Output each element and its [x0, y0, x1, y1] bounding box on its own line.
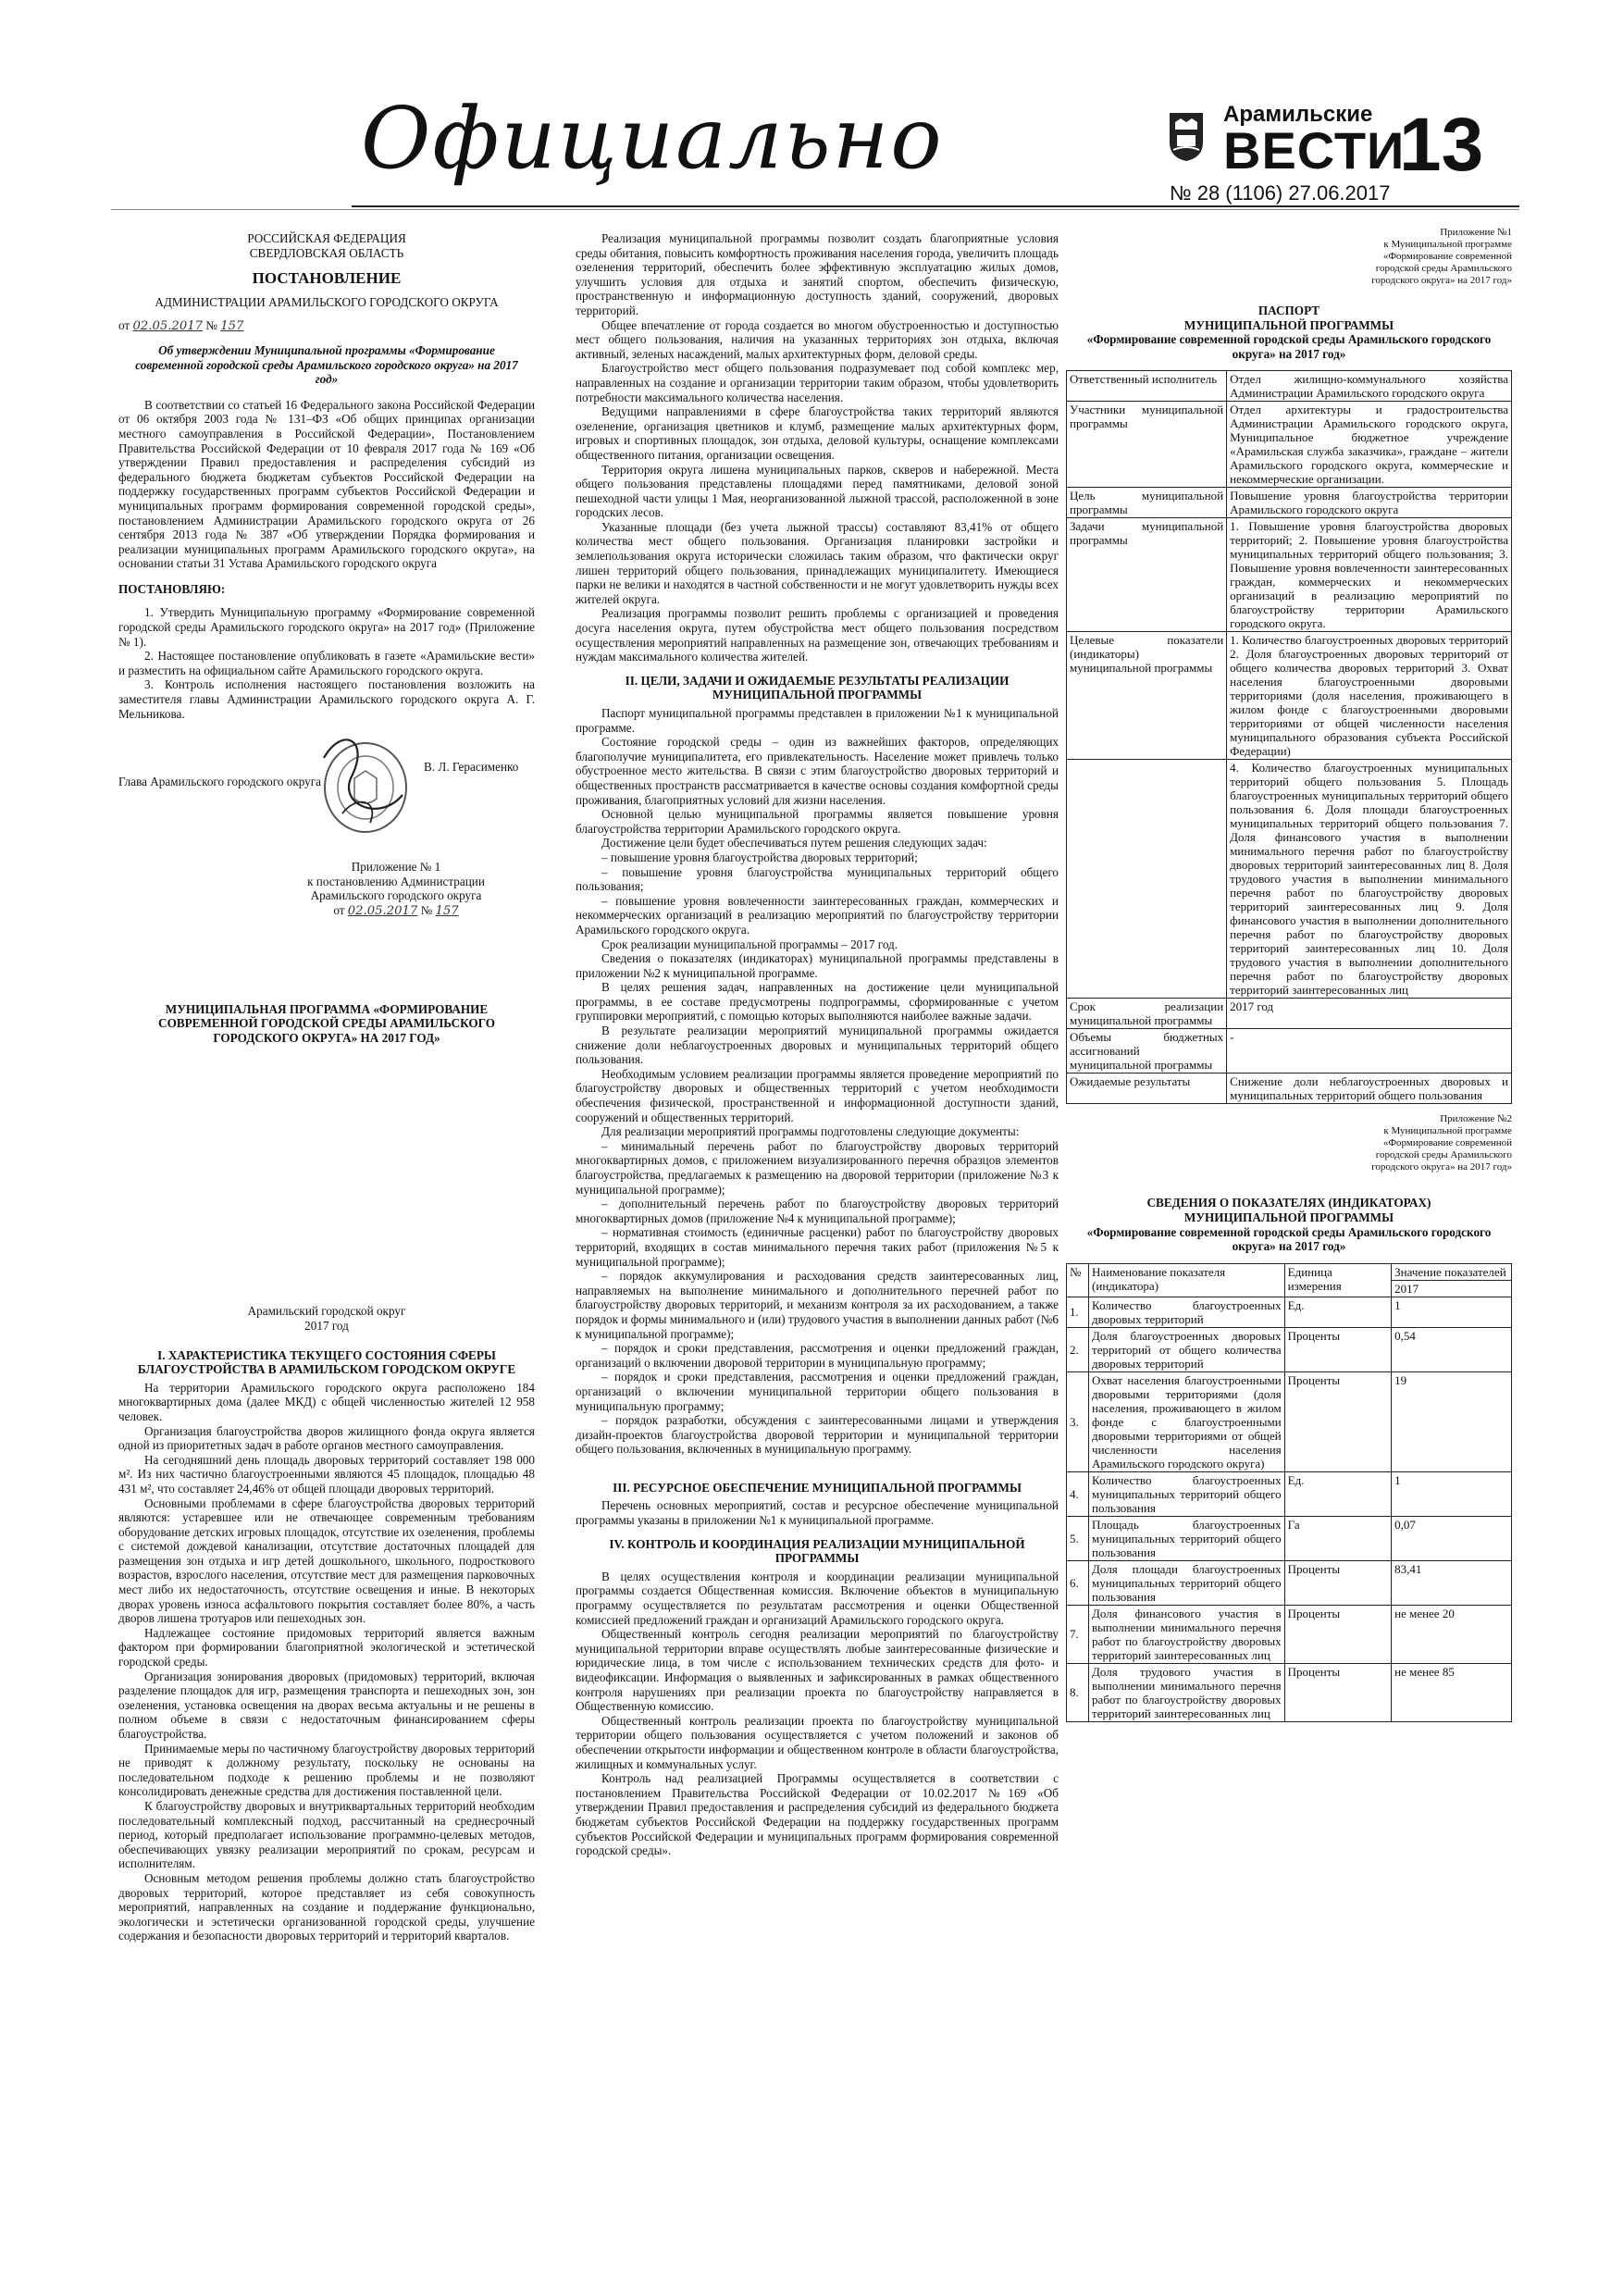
indicator-unit: Ед. — [1284, 1297, 1391, 1327]
body-paragraph: Контроль над реализацией Программы осуществляется в соответствии с постановлением Правительства Российской Федерации от 10.02.2017 №169 «Об утверждении Правил предоставления и распределения субсидий из федерального бюджета бюджетам субъектов Российской Федерации на поддержку государственных программ субъектов Российской Федерации и муниципальных программ формирования современной городской среды». — [576, 1771, 1059, 1858]
passport-label: Участники муниципальной программы — [1067, 402, 1227, 488]
date-prefix: от — [118, 318, 130, 333]
body-paragraph: В результате реализации мероприятий муниципальной программы ожидается снижение доли неблагоустроенных дворовых и муниципальных территорий общего пользования. — [576, 1024, 1059, 1067]
indicator-number: 4. — [1067, 1471, 1089, 1516]
passport-row — [1067, 402, 1512, 488]
appendix-num-prefix: № — [420, 903, 433, 917]
header-rule — [352, 205, 1519, 207]
appendix-date: 02.05.2017 — [347, 904, 418, 918]
appendix-date-prefix: от — [333, 903, 345, 917]
doc-number: 157 — [220, 319, 244, 334]
passport-value: Снижение доли неблагоустроенных дворовых и муниципальных территорий общего пользования — [1227, 1074, 1512, 1104]
appendix-line: городской среды Арамильского — [1375, 263, 1512, 274]
body-paragraph: Сведения о показателях (индикаторах) муниципальной программы представлены в приложении №2 к муниципальной программе. — [576, 951, 1059, 980]
section-1-paragraph: Организация благоустройства дворов жилищного фонда округа является одной из приоритетных задач в работе органов местного самоуправления. — [118, 1423, 535, 1453]
section-1-paragraph: Организация зонирования дворовых (придомовых) территорий, включая разделение площадок для игр, размещения транспорта и пешеходных зон, зон озеленения, установка освещения на дворах весьма актуальны и не решены в полном объеме в связи с недостаточным финансированием сферы благоустройства. — [118, 1669, 535, 1741]
program-year: 2017 год — [304, 1318, 349, 1333]
indicator-name: Доля трудового участия в выполнении минимального перечня работ по благоустройству дворовых территорий заинтересованных лиц — [1089, 1663, 1285, 1721]
col-header-num: № — [1067, 1263, 1089, 1297]
coat-of-arms-icon — [1168, 109, 1205, 163]
program-place: Арамильский городской округ — [247, 1304, 406, 1319]
body-paragraph: Общественный контроль сегодня реализации мероприятий по благоустройству муниципальной территории вправе осуществлять любые заинтересованные физические и юридические лица, в том числе с использованием технических средств для фото- и видеофиксации. Информация о выявленных и зафиксированных в рамках общественного контроля нарушениях при реализации проекта по благоустройству направляется в Общественную комиссию. — [576, 1627, 1059, 1714]
appendix-line: к Муниципальной программе — [1383, 1125, 1512, 1137]
body-paragraph: Перечень основных мероприятий, состав и ресурсное обеспечение муниципальной программы указаны в приложении №1 к муниципальной программе. — [576, 1498, 1059, 1528]
indicator-value: не менее 20 — [1392, 1605, 1512, 1663]
indicator-row — [1067, 1605, 1512, 1663]
appendix-line: Приложение №2 — [1440, 1113, 1512, 1125]
head-title: Глава Арамильского городского округа — [118, 775, 322, 789]
passport-label: Срок реализации муниципальной программы — [1067, 999, 1227, 1029]
passport-label — [1067, 760, 1227, 999]
indicator-unit: Га — [1284, 1516, 1391, 1560]
indicator-value: 0,54 — [1392, 1327, 1512, 1371]
passport-row — [1067, 1074, 1512, 1104]
indicator-row — [1067, 1516, 1512, 1560]
col-header-year: 2017 — [1392, 1280, 1512, 1297]
passport-value: 2017 год — [1227, 999, 1512, 1029]
passport-table — [1066, 370, 1512, 1104]
body-paragraph: Территория округа лишена муниципальных парков, скверов и набережной. Места общего пользования представлены площадями перед памятниками, деловой зоной пешеходной части улицы 1 Мая, неорганизованной лыжной трассой, расположенной в зоне городских лесов. — [576, 462, 1059, 520]
appendix-line: «Формирование современной — [1382, 251, 1512, 262]
brand-name-main: ВЕСТИ — [1223, 121, 1406, 180]
section-1-title: I. ХАРАКТЕРИСТИКА ТЕКУЩЕГО СОСТОЯНИЯ СФЕРЫ БЛАГОУСТРОЙСТВА В АРАМИЛЬСКОМ ГОРОДСКОМ ОКРУГЕ — [137, 1347, 516, 1377]
passport-row — [1067, 632, 1512, 760]
indicator-unit: Ед. — [1284, 1471, 1391, 1516]
passport-row — [1067, 1029, 1512, 1074]
signature-block — [118, 721, 535, 860]
passport-program-name: «Формирование современной городской среды Арамильского городского округа» на 2017 год» — [1086, 332, 1492, 361]
body-paragraph: В целях решения задач, направленных на достижение цели муниципальной программы, в ее составе предусмотрены подпрограммы, сформированные с учетом группировки мероприятий, с помощью которых выполняются наиболее важные задачи. — [576, 980, 1059, 1024]
passport-value: 1. Количество благоустроенных дворовых территорий 2. Доля благоустроенных дворовых территорий от общего количества дворовых территорий 3. Охват населения благоустроенными дворовыми территориями (доля населения, проживающего в жилом фонде с благоустроенными дворовыми территориями от общей численности населения муниципального образования субъекта Российской Федерации) — [1227, 632, 1512, 760]
preamble: В соответствии со статьей 16 Федерального закона Российской Федерации от 06 октября 2003 года № 131–ФЗ «Об общих принципах организации местного самоуправления в Российской Федерации», Постановлением Правительства Российской Федерации от 10 февраля 2017 года № 169 «Об утверждении Правил предоставления и распределения субсидий из федерального бюджета бюджетам субъектов Российской Федерации на поддержку государственных программ субъектов Российской Федерации и муниципальных программ формирования современной городской среды», постановлением Администрации Арамильского городского округа от 26 сентября 2013 года № 387 «Об утверждении Порядка формирования и реализации муниципальных программ Арамильского городского округа», на основании статьи 31 Устава Арамильского городского округа — [118, 397, 535, 571]
body-paragraph: Состояние городской среды – один из важнейших факторов, определяющих благополучие муниципалитета, его привлекательность. Население может привлечь только обустроенное место жительства. В связи с этим благоустройство дворовых территорий и общественных пространств рассматривается в качестве основы создания комфортной среды проживания, благоприятных условий для жизни населения. — [576, 735, 1059, 807]
appendix-line: «Формирование современной — [1382, 1137, 1512, 1149]
issue-number: № 28 (1106) 27.06.2017 — [1170, 181, 1391, 205]
indicator-row — [1067, 1663, 1512, 1721]
body-paragraph: Реализация муниципальной программы позволит создать благоприятные условия среды обитания, повысить комфортность проживания населения города, увеличить площадь озеленения территорий, обеспечить более эффективную эксплуатацию жилых домов, улучшить условия для отдыха и занятий спортом, обеспечить физическую, пространственную и информационную доступность зданий, сооружений, дворовых территорий. — [576, 231, 1059, 317]
column-middle — [576, 231, 1059, 1858]
indicator-row — [1067, 1560, 1512, 1605]
indicator-name: Доля благоустроенных дворовых территорий от общего количества дворовых территорий — [1089, 1327, 1285, 1371]
indicators-program-name: «Формирование современной городской среды Арамильского городского округа» на 2017 год» — [1086, 1224, 1492, 1254]
section-1-paragraph: Надлежащее состояние придомовых территорий является важным фактором при формировании благоприятной экологической и эстетической городской среды. — [118, 1625, 535, 1669]
indicator-value: 0,07 — [1392, 1516, 1512, 1560]
doc-subject: Об утверждении Муниципальной программы «Формирование современной городской среды Арамильского городского округа» на 2017 год» — [135, 342, 518, 387]
section-1-paragraph: Принимаемые меры по частичному благоустройству дворовых территорий не приводят к должному результату, поскольку не основаны на последовательном подходе к решению проблемы и не позволяют консолидировать денежные средства для достижения поставленной цели. — [118, 1741, 535, 1799]
indicator-value: 1 — [1392, 1297, 1512, 1327]
indicator-name: Охват населения благоустроенными дворовыми территориями (доля населения, проживающего в жилом фонде с благоустроенными дворовыми территориями от общей численности населения Арамильского городского округа) — [1089, 1371, 1285, 1471]
passport-subtitle: МУНИЦИПАЛЬНОЙ ПРОГРАММЫ — [1183, 317, 1394, 332]
body-paragraph: Благоустройство мест общего пользования подразумевает под собой комплекс мер, направленных на создание и организации территории таким образом, чтобы удовлетворить потребности максимального количества населения. — [576, 361, 1059, 404]
appendix-1-note — [1066, 227, 1512, 287]
passport-label: Цель муниципальной программы — [1067, 488, 1227, 518]
appendix-title: Приложение № 1 — [351, 860, 441, 875]
appendix-line: городской среды Арамильского — [1375, 1149, 1512, 1161]
page-number: 13 — [1399, 103, 1484, 187]
indicators-title: СВЕДЕНИЯ О ПОКАЗАТЕЛЯХ (ИНДИКАТОРАХ) — [1146, 1196, 1431, 1210]
document-item: – минимальный перечень работ по благоустройству дворовых территорий многоквартирных домов, с приложением визуализированного перечня образцов элементов благоустройства, предлагаемых к размещению на дворовой территории (приложение №3 к муниципальной программе); — [576, 1138, 1059, 1197]
passport-value: 1. Повышение уровня благоустройства дворовых территорий; 2. Повышение уровня благоустройства муниципальных территорий общего пользования; 3. Повышение уровня вовлеченности заинтересованных граждан, коммерческих и некоммерческих организаций в реализацию мероприятий по благоустройству территории Арамильского городского округа. — [1227, 518, 1512, 632]
document-item: – порядок и сроки представления, рассмотрения и оценки предложений граждан, организаций о включении дворовой территории в муниципальную программу; — [576, 1341, 1059, 1370]
resolution-item: 2. Настоящее постановление опубликовать в газете «Арамильские вести» и разместить на официальном сайте Арамильского городского округа. — [118, 649, 535, 677]
passport-value: - — [1227, 1029, 1512, 1074]
passport-row — [1067, 760, 1512, 999]
indicator-value: 83,41 — [1392, 1560, 1512, 1605]
passport-label: Задачи муниципальной программы — [1067, 518, 1227, 632]
column-left — [118, 231, 535, 1943]
document-item: – нормативная стоимость (единичные расценки) работ по благоустройству дворовых территорий, входящих в состав минимального перечня таких работ (приложения №5 к муниципальной программе); — [576, 1225, 1059, 1269]
resolution-item: 3. Контроль исполнения настоящего постановления возложить на заместителя главы Администрации Арамильского городского округа А. Г. Мельникова. — [118, 677, 535, 721]
resolve-heading: ПОСТАНОВЛЯЮ: — [118, 581, 226, 596]
passport-row — [1067, 371, 1512, 402]
indicator-name: Количество благоустроенных дворовых территорий — [1089, 1297, 1285, 1327]
passport-label: Объемы бюджетных ассигнований муниципальной программы — [1067, 1029, 1227, 1074]
col-header-name: Наименование показателя (индикатора) — [1089, 1263, 1285, 1297]
indicator-number: 1. — [1067, 1297, 1089, 1327]
appendix-date-line — [257, 903, 535, 919]
indicator-unit: Проценты — [1284, 1663, 1391, 1721]
indicator-number: 3. — [1067, 1371, 1089, 1471]
passport-label: Ожидаемые результаты — [1067, 1074, 1227, 1104]
appendix-note — [257, 860, 535, 918]
task-item: – повышение уровня благоустройства муниципальных территорий общего пользования; — [576, 864, 1059, 894]
appendix-2-note — [1066, 1113, 1512, 1173]
body-paragraph: В целях осуществления контроля и координации реализации муниципальной программы создается Общественная комиссия. Включение объектов в муниципальную программу осуществляется по результатам рассмотрения и оценки Общественной комиссией предложений граждан и организаций Арамильского городского округа. — [576, 1569, 1059, 1627]
section-1-paragraph: К благоустройству дворовых и внутриквартальных территорий необходим последовательный комплексный подход, рассчитанный на среднесрочный период, который предполагает использование программно-целевых методов, обеспечивающих увязку реализации мероприятий по срокам, ресурсам и исполнителям. — [118, 1798, 535, 1871]
region-line: СВЕРДЛОВСКАЯ ОБЛАСТЬ — [249, 245, 404, 260]
appendix-line: городского округа» на 2017 год» — [1371, 1161, 1512, 1173]
indicator-row — [1067, 1371, 1512, 1471]
task-item: – повышение уровня вовлеченности заинтересованных граждан, коммерческих и некоммерческих организаций в реализацию мероприятий по благоустройству территории Арамильского городского округа. — [576, 893, 1059, 937]
column-right — [1066, 227, 1512, 1722]
col-header-unit: Единица измерения — [1284, 1263, 1391, 1297]
indicators-table — [1066, 1263, 1512, 1722]
appendix-line: к Муниципальной программе — [1383, 239, 1512, 250]
appendix-org: Арамильского городского округа — [310, 888, 482, 903]
program-title: МУНИЦИПАЛЬНАЯ ПРОГРАММА «ФОРМИРОВАНИЕ СОВРЕМЕННОЙ ГОРОДСКОЙ СРЕДЫ АРАМИЛЬСКОГО ГОРОДСКОГО ОКРУГА» НА 2017 ГОД» — [158, 1001, 495, 1045]
appendix-to: к постановлению Администрации — [307, 874, 485, 888]
header-thin-rule — [111, 209, 1519, 210]
indicator-value: 1 — [1392, 1471, 1512, 1516]
col-header-value: Значение показателей — [1392, 1263, 1512, 1280]
body-paragraph: Указанные площади (без учета лыжной трассы) составляют 83,41% от общего количества мест общего пользования. Организация планировки застройки и землепользования округа исторически сложилась таким образом, что фактически округ лишен территорий общего пользования, принадлежащих муниципалитету. Имеющиеся парки не велики и находятся в частной собственности и не могут удовлетворить нужды всех жителей округа. — [576, 519, 1059, 606]
official-seal-icon — [315, 730, 416, 841]
indicator-number: 7. — [1067, 1605, 1089, 1663]
section-1-paragraph: Основными проблемами в сфере благоустройства дворовых территорий являются: устаревшее или не отвечающее современным требованиям оборудование детских игровых площадок, отсутствие их озеленения, проблемы с системой дождевой канализации, отсутствие достаточных площадей для размещения зон отдыха и игр детей дошкольного, школьного, подросткового возрастов, взрослого населения, отсутствие мест для размещения парковочных мест либо их недостаточность, отсутствие освещения и иные. В некоторых дворах уровень износа асфальтового покрытия составляет более 80%, а часть дворов лишена тротуаров или пешеходных зон. — [118, 1496, 535, 1626]
body-paragraph: Срок реализации муниципальной программы – 2017 год. — [601, 937, 898, 951]
doc-date: 02.05.2017 — [132, 319, 203, 334]
head-name: В. Л. Герасименко — [424, 760, 519, 775]
indicator-name: Площадь благоустроенных муниципальных территорий общего пользования — [1089, 1516, 1285, 1560]
indicator-number: 8. — [1067, 1663, 1089, 1721]
section-1-paragraph: На сегодняшний день площадь дворовых территорий составляет 198 000 м². Из них частично благоустроенными являются 45 площадок, площадью 48 431 м², что составляет 24,46% от общей площади дворовых территорий. — [118, 1452, 535, 1496]
passport-value: Отдел архитектуры и градостроительства Администрации Арамильского городского округа, Муниципальное бюджетное учреждение «Арамильская служба заказчика», граждане – жители Арамильского городского округа, коммерческие и некоммерческие организации. — [1227, 402, 1512, 488]
body-paragraph: Паспорт муниципальной программы представлен в приложении №1 к муниципальной программе. — [576, 706, 1059, 735]
passport-title: ПАСПОРТ — [1258, 304, 1320, 317]
indicator-row — [1067, 1297, 1512, 1327]
section-1-paragraph: Основным методом решения проблемы должно стать благоустройство дворовых территорий, которое представляет из себя совокупность мероприятий, направленных на создание и поддержание функционально, экологически и эстетически организованной городской среды, улучшение содержания и безопасности дворовых территорий и территорий кварталов. — [118, 1870, 535, 1943]
indicator-number: 6. — [1067, 1560, 1089, 1605]
section-1-paragraph: На территории Арамильского городского округа расположено 184 многоквартирных дома (далее МКД) с общей численностью жителей 12 958 человек. — [118, 1380, 535, 1423]
passport-value: 4. Количество благоустроенных муниципальных территорий общего пользования 5. Площадь благоустроенных муниципальных территорий общего пользования 6. Доля площади благоустроенных муниципальных территорий общего пользования 7. Доля финансового участия в выполнении минимального перечня работ по благоустройству дворовых территорий заинтересованных лиц 8. Доля трудового участия в выполнении минимального перечня работ по благоустройству дворовых территорий заинтересованных лиц 9. Доля финансового участия в выполнении дополнительного перечня работ по благоустройству дворовых территорий заинтересованных лиц 10. Доля трудового участия в выполнении дополнительного перечня работ по благоустройству дворовых территорий заинтересованных лиц — [1227, 760, 1512, 999]
body-paragraph: Для реализации мероприятий программы подготовлены следующие документы: — [601, 1124, 1020, 1139]
appendix-number: 157 — [435, 904, 459, 918]
indicator-value: 19 — [1392, 1371, 1512, 1471]
indicator-name: Количество благоустроенных муниципальных территорий общего пользования — [1089, 1471, 1285, 1516]
indicator-unit: Проценты — [1284, 1605, 1391, 1663]
passport-value: Отдел жилищно-коммунального хозяйства Администрации Арамильского городского округа — [1227, 371, 1512, 402]
section-2-title: II. ЦЕЛИ, ЗАДАЧИ И ОЖИДАЕМЫЕ РЕЗУЛЬТАТЫ РЕАЛИЗАЦИИ МУНИЦИПАЛЬНОЙ ПРОГРАММЫ — [625, 673, 1010, 702]
document-item: – дополнительный перечень работ по благоустройству дворовых территорий многоквартирных домов (приложение №4 к муниципальной программе); — [576, 1197, 1059, 1225]
indicator-unit: Проценты — [1284, 1560, 1391, 1605]
indicator-row — [1067, 1327, 1512, 1371]
body-paragraph: Общее впечатление от города создается во многом обустроенностью и доступностью мест общего пользования, наличия на указанных территориях зон отдыха, включая активный, зеленых насаждений, малых архитектурных форм, деловой среды. — [576, 317, 1059, 361]
doc-type: ПОСТАНОВЛЕНИЕ — [252, 269, 402, 288]
passport-value: Повышение уровня благоустройства территории Арамильского городского округа — [1227, 488, 1512, 518]
indicator-value: не менее 85 — [1392, 1663, 1512, 1721]
indicator-name: Доля финансового участия в выполнении минимального перечня работ по благоустройству дворовых территорий заинтересованных лиц — [1089, 1605, 1285, 1663]
passport-row — [1067, 518, 1512, 632]
section-3-title: III. РЕСУРСНОЕ ОБЕСПЕЧЕНИЕ МУНИЦИПАЛЬНОЙ ПРОГРАММЫ — [613, 1480, 1022, 1495]
indicator-number: 2. — [1067, 1327, 1089, 1371]
passport-label: Ответственный исполнитель — [1067, 371, 1227, 402]
document-item: – порядок и сроки представления, рассмотрения и оценки предложений граждан, организаций о включении муниципальной территории общего пользования в муниципальную программу; — [576, 1370, 1059, 1413]
appendix-line: городского округа» на 2017 год» — [1371, 275, 1512, 286]
document-item: – порядок разработки, обсуждения с заинтересованными лицами и утверждения дизайн-проектов благоустройства дворовой территории и муниципальной территории общего пользования, включенных в муниципальную программу. — [576, 1413, 1059, 1457]
document-item: – порядок аккумулирования и расходования средств заинтересованных лиц, направляемых на выполнение минимального и дополнительного перечней работ по благоустройству дворовых территорий, и механизм контроля за их расходованием, а также порядок и формы минимального и (или) трудового участия в выполнении данных работ (№6 к муниципальной программе); — [576, 1269, 1059, 1341]
body-paragraph: Реализация программы позволит решить проблемы с организацией и проведения досуга населения округа, путем обустройства мест общего пользования посредством осуществления мероприятий направленных на размещение зон, отвечающих требованиям и нуждам максимального количества жителей. — [576, 606, 1059, 664]
indicator-row — [1067, 1471, 1512, 1516]
appendix-line: Приложение №1 — [1440, 227, 1512, 238]
body-paragraph: Ведущими направлениями в сфере благоустройства таких территорий являются озеленение, организация цветников и клумб, размещение малых архитектурных форм, игровых и спортивных площадок, зон отдыха, деловой культуры, оснащение комплексами общественного питания, организации освещения. — [576, 404, 1059, 462]
body-paragraph: Необходимым условием реализации программы является проведение мероприятий по благоустройству дворовых и общественных территорий с учетом необходимости обеспечения физической, пространственной и информационной доступности зданий, сооружений и общественных территорий. — [576, 1066, 1059, 1124]
task-item: – повышение уровня благоустройства дворовых территорий; — [601, 850, 918, 864]
passport-row — [1067, 999, 1512, 1029]
body-paragraph: Достижение цели будет обеспечиваться путем решения следующих задач: — [601, 836, 987, 850]
indicator-unit: Проценты — [1284, 1327, 1391, 1371]
resolution-item: 1. Утвердить Муниципальную программу «Формирование современной городской среды Арамильского городского округа» на 2017 год» (Приложение № 1). — [118, 605, 535, 649]
indicators-subtitle: МУНИЦИПАЛЬНОЙ ПРОГРАММЫ — [1183, 1210, 1394, 1224]
body-paragraph: Основной целью муниципальной программы является повышение уровня благоустройства территории Арамильского городского округа. — [576, 807, 1059, 836]
newspaper-masthead — [1168, 100, 1519, 205]
indicator-name: Доля площади благоустроенных муниципальных территорий общего пользования — [1089, 1560, 1285, 1605]
passport-label: Целевые показатели (индикаторы) муниципальной программы — [1067, 632, 1227, 760]
section-title: Официально — [361, 89, 944, 188]
indicator-number: 5. — [1067, 1516, 1089, 1560]
body-paragraph: Общественный контроль реализации проекта по благоустройству муниципальной территории общего пользования осуществляется с учетом положений и законов об обеспечении открытости информации и общественном контроле в области благоустройства, жилищных и коммунальных услуг. — [576, 1713, 1059, 1771]
num-prefix: № — [205, 318, 217, 333]
authority: АДМИНИСТРАЦИИ АРАМИЛЬСКОГО ГОРОДСКОГО ОКРУГА — [155, 294, 499, 309]
doc-date-line — [118, 318, 535, 334]
brand-name-top: Арамильские — [1223, 102, 1373, 127]
country-line: РОССИЙСКАЯ ФЕДЕРАЦИЯ — [247, 231, 406, 245]
passport-row — [1067, 488, 1512, 518]
indicator-unit: Проценты — [1284, 1371, 1391, 1471]
section-4-title: IV. КОНТРОЛЬ И КООРДИНАЦИЯ РЕАЛИЗАЦИИ МУНИЦИПАЛЬНОЙ ПРОГРАММЫ — [609, 1536, 1025, 1566]
